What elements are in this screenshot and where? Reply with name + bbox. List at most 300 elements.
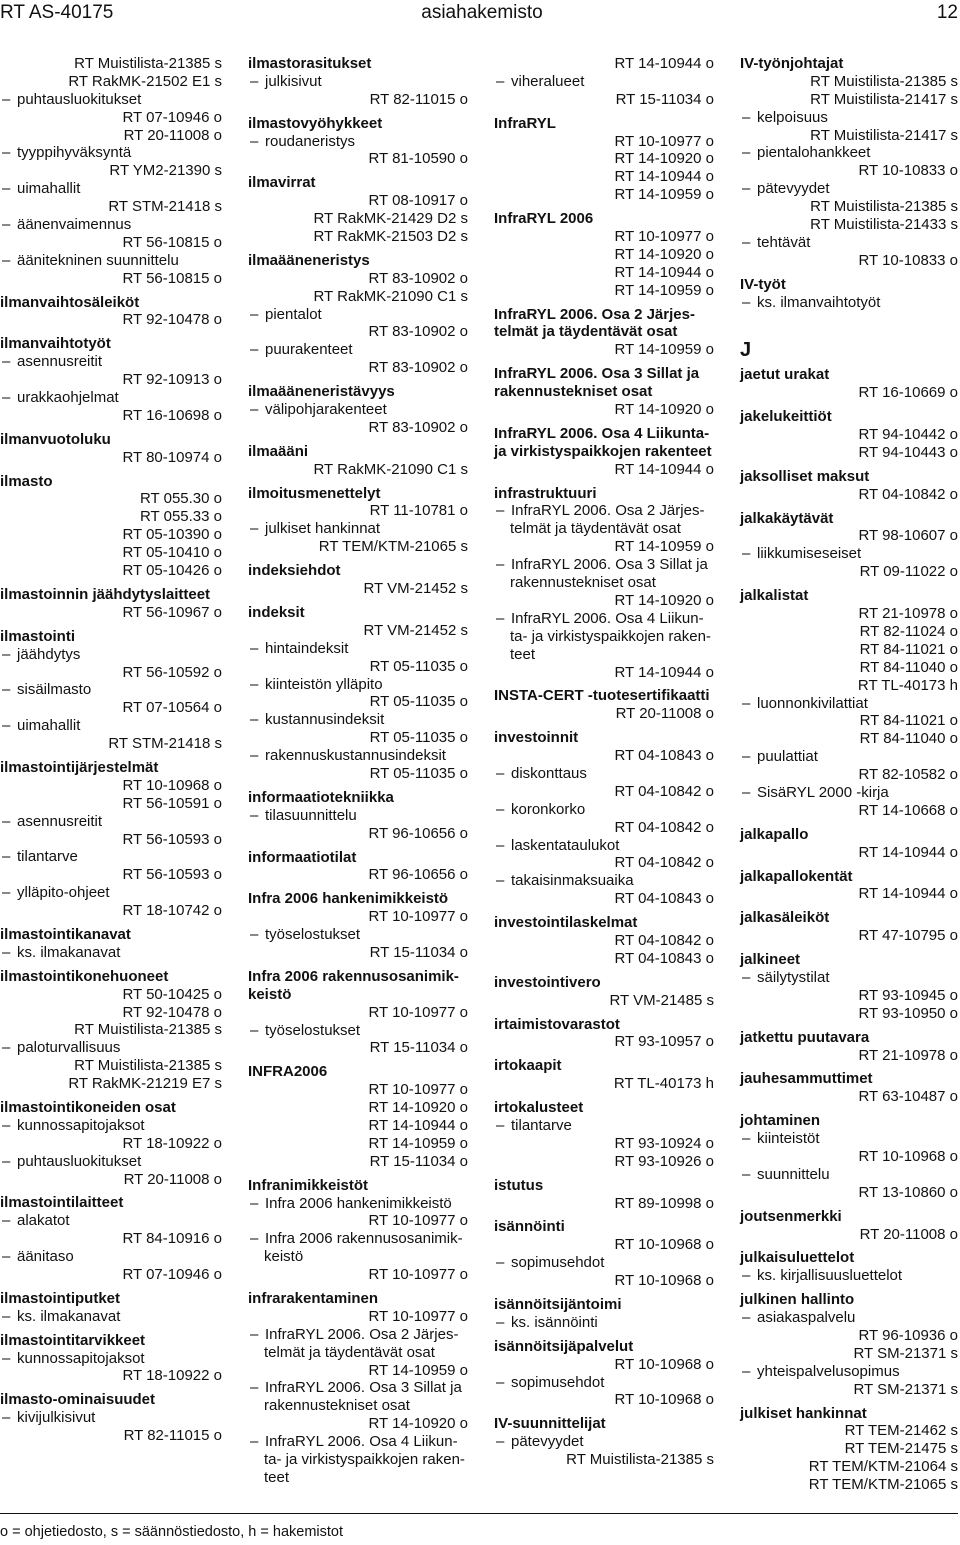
- index-heading: investoinnit: [494, 729, 579, 747]
- subentry-text: kustannusindeksit: [265, 711, 385, 729]
- index-heading: INSTA-CERT -tuotesertifikaatti: [494, 687, 710, 705]
- index-subentry: [0, 681, 222, 699]
- index-reference: RT 08-10917 o: [368, 192, 468, 210]
- index-subentry: [494, 872, 714, 890]
- index-subentry: [248, 1326, 468, 1344]
- entry-dash: –: [742, 1309, 751, 1327]
- index-column-1: [0, 55, 222, 1445]
- index-heading-continuation: telmät ja täydentävät osat: [494, 323, 678, 341]
- subentry-text: ks. ilmanvaihtotyöt: [757, 293, 881, 311]
- index-subentry: [0, 1153, 222, 1171]
- index-reference: RT STM-21418 s: [108, 735, 222, 753]
- index-heading-continuation: rakennustekniset osat: [494, 383, 653, 401]
- index-subentry: [494, 610, 714, 628]
- index-reference: RT Muistilista-21417 s: [810, 90, 958, 108]
- index-subentry: [0, 848, 222, 866]
- index-subentry: [740, 1309, 958, 1327]
- subentry-text: InfraRYL 2006. Osa 3 Sillat ja: [265, 1379, 462, 1397]
- entry-dash: –: [250, 1433, 259, 1451]
- index-reference: RT 10-10977 o: [368, 1266, 468, 1284]
- subentry-text: asiakaspalvelu: [757, 1309, 856, 1327]
- index-heading: ilmastointiputket: [0, 1289, 121, 1307]
- index-reference: RT 07-10946 o: [122, 1266, 222, 1283]
- index-subentry: [494, 1254, 714, 1272]
- index-reference: RT TL-40173 h: [613, 1075, 714, 1093]
- index-reference: RT 56-10591 o: [122, 794, 222, 812]
- index-reference: RT 14-10944 o: [614, 460, 714, 478]
- index-subentry: [0, 216, 222, 234]
- index-reference: RT 10-10977 o: [368, 1212, 468, 1230]
- subentry-text: InfraRYL 2006. Osa 2 Järjes-: [265, 1325, 459, 1343]
- subentry-text: julkiset hankinnat: [265, 520, 381, 538]
- index-heading: indeksit: [248, 603, 305, 621]
- index-reference: RT 10-10968 o: [614, 1236, 714, 1254]
- index-reference: RT 07-10946 o: [122, 108, 222, 126]
- index-column-2: [248, 55, 468, 1487]
- subentry-text: ks. ilmakanavat: [17, 1307, 121, 1325]
- index-subentry: [740, 545, 958, 563]
- entry-dash: –: [250, 926, 259, 944]
- index-heading: ilmastovyöhykkeet: [248, 114, 383, 132]
- index-reference: RT Muistilista-21385 s: [810, 198, 958, 216]
- index-column-4: [740, 55, 958, 1494]
- index-reference: RT 10-10968 o: [614, 1272, 714, 1290]
- subentry-text: ks. ilmakanavat: [17, 943, 121, 961]
- index-heading: jakelukeittiöt: [740, 408, 832, 426]
- index-heading: ilmasto: [0, 472, 53, 490]
- subentry-text: uimahallit: [17, 717, 81, 735]
- index-reference: RT Muistilista-21433 s: [810, 216, 958, 234]
- entry-dash: –: [2, 144, 11, 162]
- index-reference: RT 04-10842 o: [614, 782, 714, 800]
- index-reference: RT 10-10968 o: [122, 776, 222, 794]
- index-reference: RT 14-10944 o: [368, 1116, 468, 1134]
- subentry-text: InfraRYL 2006. Osa 3 Sillat ja: [511, 556, 708, 574]
- index-subentry: [248, 807, 468, 825]
- index-reference: RT 055.33 o: [139, 508, 222, 526]
- subentry-text: julkisivut: [265, 72, 322, 90]
- entry-dash: –: [742, 180, 751, 198]
- index-reference: RT 20-11008 o: [123, 126, 222, 144]
- index-reference: RT 09-11022 o: [859, 563, 958, 581]
- index-reference: RT 21-10978 o: [858, 1046, 958, 1064]
- index-heading: ilmastoinnin jäähdytyslaitteet: [0, 585, 211, 603]
- index-subentry: [248, 401, 468, 419]
- subentry-text: InfraRYL 2006. Osa 4 Liikun-: [511, 609, 704, 627]
- index-reference: RT 56-10967 o: [122, 603, 222, 621]
- index-reference: RT 56-10815 o: [122, 269, 222, 287]
- index-heading: IV-työnjohtajat: [740, 55, 844, 72]
- index-reference: RT 56-10593 o: [122, 866, 222, 884]
- index-reference: RT 92-10478 o: [122, 1003, 222, 1021]
- index-reference: RT 05-10426 o: [122, 562, 222, 580]
- entry-dash: –: [250, 806, 259, 824]
- index-reference: RT RakMK-21219 E7 s: [68, 1075, 222, 1093]
- subentry-text: puulattiat: [757, 748, 818, 766]
- subentry-text: tilasuunnittelu: [265, 806, 357, 824]
- subentry-text: takaisinmaksuaika: [511, 872, 634, 890]
- index-heading: johtaminen: [740, 1112, 821, 1130]
- entry-dash: –: [250, 1194, 259, 1212]
- index-subentry: [740, 695, 958, 713]
- index-subentry: [740, 180, 958, 198]
- index-reference: RT 14-10959 o: [614, 281, 714, 299]
- entry-dash: –: [250, 1021, 259, 1039]
- index-reference: RT 82-11015 o: [369, 90, 468, 108]
- page-number: 12: [936, 2, 958, 23]
- index-subentry: [248, 1379, 468, 1397]
- subentry-text: alakatot: [17, 1212, 70, 1230]
- index-reference: RT 50-10425 o: [122, 985, 222, 1003]
- entry-dash: –: [2, 180, 11, 198]
- index-reference: RT 84-11040 o: [859, 730, 958, 748]
- index-subentry-continuation: keistö: [264, 1248, 304, 1266]
- index-reference: RT 82-11015 o: [123, 1427, 222, 1445]
- index-reference: RT 80-10974 o: [122, 448, 222, 466]
- index-reference: RT 14-10944 o: [858, 885, 958, 903]
- index-subentry: [248, 1195, 468, 1213]
- index-heading: IV-työt: [740, 275, 786, 293]
- index-reference: RT 83-10902 o: [368, 269, 468, 287]
- index-reference: RT STM-21418 s: [108, 198, 222, 216]
- index-reference: RT 13-10860 o: [858, 1183, 958, 1201]
- index-subentry: [0, 717, 222, 735]
- index-subentry-continuation: telmät ja täydentävät osat: [510, 520, 681, 538]
- index-heading: jalkakäytävät: [740, 509, 834, 527]
- subentry-text: liikkumiseseiset: [757, 545, 862, 563]
- index-reference: RT 96-10656 o: [368, 866, 468, 884]
- subentry-text: puhtausluokitukset: [17, 90, 142, 108]
- entry-dash: –: [2, 681, 11, 699]
- index-subentry-continuation: ta- ja virkistyspaikkojen raken-: [264, 1451, 465, 1469]
- entry-dash: –: [250, 747, 259, 765]
- subentry-text: välipohjarakenteet: [265, 401, 387, 419]
- index-subentry: [0, 1117, 222, 1135]
- subentry-text: urakkaohjelmat: [17, 389, 119, 407]
- entry-dash: –: [2, 389, 11, 407]
- index-subentry: [248, 1022, 468, 1040]
- index-heading: julkiset hankinnat: [740, 1404, 867, 1422]
- entry-dash: –: [2, 645, 11, 663]
- index-subentry: [0, 91, 222, 109]
- index-reference: RT 05-10410 o: [122, 544, 222, 562]
- entry-dash: –: [2, 884, 11, 902]
- index-heading: irtokalusteet: [494, 1099, 584, 1117]
- index-reference: RT 10-10977 o: [368, 908, 468, 926]
- subentry-text: Infra 2006 rakennusosanimik-: [265, 1230, 463, 1248]
- index-subentry: [248, 711, 468, 729]
- index-reference: RT 93-10950 o: [858, 1004, 958, 1022]
- index-subentry: [0, 389, 222, 407]
- index-reference: RT TL-40173 h: [857, 676, 958, 694]
- entry-dash: –: [496, 836, 505, 854]
- index-subentry: [0, 1248, 222, 1266]
- entry-dash: –: [2, 251, 11, 269]
- entry-dash: –: [496, 1116, 505, 1134]
- entry-dash: –: [250, 1379, 259, 1397]
- index-reference: RT 83-10902 o: [368, 418, 468, 436]
- index-subentry: [494, 73, 714, 91]
- subentry-text: tehtävät: [757, 233, 811, 251]
- index-reference: RT 10-10977 o: [368, 1081, 468, 1099]
- entry-dash: –: [742, 748, 751, 766]
- entry-dash: –: [2, 1152, 11, 1170]
- subentry-text: asennusreitit: [17, 812, 103, 830]
- index-reference: RT 16-10669 o: [858, 384, 958, 402]
- index-heading: ilmastointikanavat: [0, 925, 131, 943]
- entry-dash: –: [496, 800, 505, 818]
- index-subentry: [740, 1363, 958, 1381]
- index-heading: ilmavirrat: [248, 174, 316, 192]
- index-reference: RT 20-11008 o: [859, 1225, 958, 1243]
- index-reference: RT 93-10924 o: [614, 1134, 714, 1152]
- index-heading-continuation: ja virkistyspaikkojen rakenteet: [494, 442, 712, 460]
- index-heading: ilmastointijärjestelmät: [0, 758, 159, 776]
- index-reference: RT RakMK-21429 D2 s: [313, 210, 468, 228]
- index-reference: RT 83-10902 o: [368, 323, 468, 341]
- index-reference: RT 10-10977 o: [368, 1307, 468, 1325]
- index-reference: RT VM-21452 s: [363, 621, 468, 639]
- index-subentry: [0, 353, 222, 371]
- index-heading: ilmaääneneristys: [248, 251, 370, 269]
- entry-dash: –: [2, 1307, 11, 1325]
- index-reference: RT 84-10916 o: [122, 1230, 222, 1248]
- subentry-text: roudaneristys: [265, 132, 356, 150]
- index-reference: RT 04-10843 o: [614, 949, 714, 967]
- entry-dash: –: [496, 764, 505, 782]
- index-reference: RT 93-10945 o: [858, 986, 958, 1004]
- subentry-text: työselostukset: [265, 1021, 361, 1039]
- index-reference: RT 11-10781 o: [369, 502, 468, 520]
- index-reference: RT 05-11035 o: [369, 729, 468, 747]
- entry-dash: –: [2, 216, 11, 234]
- index-reference: RT 93-10957 o: [614, 1033, 714, 1051]
- index-reference: RT 07-10564 o: [122, 699, 222, 717]
- index-subentry: [494, 765, 714, 783]
- subentry-text: diskonttaus: [511, 764, 587, 782]
- index-subentry: [740, 748, 958, 766]
- index-subentry-continuation: teet: [510, 645, 536, 663]
- index-heading: InfraRYL 2006: [494, 210, 594, 228]
- index-reference: RT 14-10668 o: [858, 801, 958, 819]
- index-reference: RT 96-10656 o: [368, 824, 468, 842]
- subentry-text: laskentataulukot: [511, 836, 620, 854]
- index-heading: jaksolliset maksut: [740, 467, 870, 485]
- subentry-text: sopimusehdot: [511, 1373, 605, 1391]
- index-reference: RT 14-10959 o: [614, 341, 714, 359]
- index-heading: jatkettu puutavara: [740, 1028, 870, 1046]
- index-heading: jalkineet: [740, 951, 801, 969]
- subentry-text: viheralueet: [511, 72, 585, 90]
- index-heading: indeksiehdot: [248, 562, 341, 580]
- index-heading: jalkapallo: [740, 825, 809, 843]
- entry-dash: –: [250, 305, 259, 323]
- index-heading: ilmastointikonehuoneet: [0, 967, 169, 985]
- index-subentry: [248, 926, 468, 944]
- letter-heading: J: [740, 339, 752, 362]
- index-reference: RT 10-10968 o: [614, 1391, 714, 1409]
- entry-dash: –: [496, 72, 505, 90]
- entry-dash: –: [496, 1254, 505, 1272]
- subentry-text: ylläpito-ohjeet: [17, 884, 110, 902]
- entry-dash: –: [250, 520, 259, 538]
- index-reference: RT 14-10944 o: [614, 55, 714, 72]
- index-reference: RT 92-10913 o: [122, 371, 222, 389]
- entry-dash: –: [250, 639, 259, 657]
- subentry-text: äänenvaimennus: [17, 216, 132, 234]
- index-reference: RT 04-10843 o: [614, 747, 714, 765]
- index-reference: RT VM-21452 s: [363, 580, 468, 598]
- subentry-text: kunnossapitojaksot: [17, 1116, 145, 1134]
- index-reference: RT 16-10698 o: [122, 406, 222, 424]
- entry-dash: –: [250, 401, 259, 419]
- index-heading: joutsenmerkki: [740, 1207, 842, 1225]
- entry-dash: –: [2, 90, 11, 108]
- index-subentry: [248, 133, 468, 151]
- index-heading: jalkapallokentät: [740, 867, 853, 885]
- entry-dash: –: [2, 1212, 11, 1230]
- index-reference: RT RakMK-21502 E1 s: [68, 72, 222, 90]
- index-heading: InfraRYL 2006. Osa 4 Liikunta-: [494, 424, 710, 442]
- entry-dash: –: [742, 144, 751, 162]
- entry-dash: –: [742, 1267, 751, 1285]
- index-heading: ilmastorasitukset: [248, 55, 372, 72]
- index-column-3: [494, 55, 714, 1469]
- entry-dash: –: [2, 1039, 11, 1057]
- index-reference: RT 56-10815 o: [122, 233, 222, 251]
- index-heading: infrastruktuuri: [494, 484, 597, 502]
- index-subentry: [494, 502, 714, 520]
- index-subentry: [0, 884, 222, 902]
- subentry-text: Infra 2006 hankenimikkeistö: [265, 1194, 452, 1212]
- subentry-text: pätevyydet: [511, 1433, 584, 1451]
- index-heading-continuation: keistö: [248, 985, 292, 1003]
- entry-dash: –: [496, 1433, 505, 1451]
- subentry-text: luonnonkivilattiat: [757, 694, 868, 712]
- subentry-text: kiinteistöt: [757, 1130, 820, 1148]
- index-subentry-continuation: ta- ja virkistyspaikkojen raken-: [510, 627, 711, 645]
- index-heading: InfraRYL 2006. Osa 3 Sillat ja: [494, 365, 700, 383]
- index-reference: RT 05-10390 o: [122, 526, 222, 544]
- index-reference: RT 20-11008 o: [615, 705, 714, 723]
- index-subentry: [248, 1230, 468, 1248]
- index-reference: RT 82-10582 o: [858, 766, 958, 784]
- index-reference: RT 14-10920 o: [614, 150, 714, 168]
- index-reference: RT 15-11034 o: [369, 943, 468, 961]
- index-reference: RT TEM/KTM-21065 s: [808, 1476, 958, 1494]
- index-subentry: [0, 944, 222, 962]
- subentry-text: ks. kirjallisuusluettelot: [757, 1267, 903, 1285]
- entry-dash: –: [742, 1165, 751, 1183]
- index-subentry: [0, 252, 222, 270]
- index-heading: isännöitsijäntoimi: [494, 1296, 622, 1313]
- entry-dash: –: [742, 233, 751, 251]
- index-reference: RT TEM/KTM-21064 s: [808, 1458, 958, 1476]
- index-subentry: [494, 1374, 714, 1392]
- index-subentry: [0, 1409, 222, 1427]
- subentry-text: säilytystilat: [757, 968, 830, 986]
- index-reference: RT 14-10920 o: [614, 591, 714, 609]
- index-reference: RT Muistilista-21385 s: [74, 1057, 222, 1075]
- index-subentry: [494, 837, 714, 855]
- entry-dash: –: [2, 943, 11, 961]
- subentry-text: rakennuskustannusindeksit: [265, 747, 446, 765]
- entry-dash: –: [250, 72, 259, 90]
- entry-dash: –: [2, 1349, 11, 1367]
- index-heading: isännöitsijäpalvelut: [494, 1337, 634, 1355]
- index-heading: ilmasto-ominaisuudet: [0, 1391, 156, 1409]
- index-heading: Infra 2006 hankenimikkeistö: [248, 890, 449, 908]
- index-heading: investointivero: [494, 973, 601, 991]
- index-heading: informaatiotilat: [248, 848, 357, 866]
- index-reference: RT 14-10920 o: [368, 1099, 468, 1117]
- entry-dash: –: [2, 353, 11, 371]
- entry-dash: –: [496, 502, 505, 520]
- index-heading: ilmastointitarvikkeet: [0, 1331, 146, 1349]
- index-reference: RT 84-11040 o: [859, 658, 958, 676]
- index-reference: RT 05-11035 o: [369, 693, 468, 711]
- index-reference: RT 04-10842 o: [858, 485, 958, 503]
- index-subentry: [0, 813, 222, 831]
- index-heading: jalkasäleiköt: [740, 909, 830, 927]
- index-subentry: [494, 801, 714, 819]
- subentry-text: pätevyydet: [757, 180, 830, 198]
- index-reference: RT 04-10842 o: [614, 854, 714, 872]
- footer-rule: [0, 1513, 958, 1514]
- subentry-text: uimahallit: [17, 180, 81, 198]
- index-reference: RT 94-10442 o: [858, 426, 958, 444]
- index-heading: Infranimikkeistöt: [248, 1176, 369, 1194]
- index-reference: RT 94-10443 o: [858, 443, 958, 461]
- index-heading: ilmanvuotoluku: [0, 430, 111, 448]
- index-heading: Infra 2006 rakennusosanimik-: [248, 967, 459, 985]
- index-reference: RT 14-10944 o: [858, 843, 958, 861]
- index-subentry: [0, 1350, 222, 1368]
- index-subentry: [0, 144, 222, 162]
- index-heading: InfraRYL 2006. Osa 2 Järjes-: [494, 305, 695, 323]
- index-heading: ilmastointilaitteet: [0, 1194, 124, 1212]
- index-subentry: [494, 1433, 714, 1451]
- index-reference: RT 18-10742 o: [122, 902, 222, 920]
- index-reference: RT Muistilista-21385 s: [810, 72, 958, 90]
- index-reference: RT 15-11034 o: [615, 90, 714, 108]
- index-reference: RT 10-10977 o: [368, 1003, 468, 1021]
- index-reference: RT 04-10842 o: [614, 818, 714, 836]
- entry-dash: –: [250, 341, 259, 359]
- index-reference: RT RakMK-21090 C1 s: [313, 460, 468, 478]
- index-subentry: [740, 1267, 958, 1285]
- index-reference: RT 84-11021 o: [859, 712, 958, 730]
- index-subentry: [740, 784, 958, 802]
- subentry-text: kelpoisuus: [757, 108, 828, 126]
- index-subentry: [248, 341, 468, 359]
- subentry-text: äänitaso: [17, 1248, 74, 1266]
- index-reference: RT 14-10920 o: [368, 1415, 468, 1433]
- index-reference: RT SM-21371 s: [853, 1344, 958, 1362]
- index-subentry: [740, 109, 958, 127]
- entry-dash: –: [742, 108, 751, 126]
- index-heading: informaatiotekniikka: [248, 788, 394, 806]
- entry-dash: –: [250, 675, 259, 693]
- index-reference: RT 83-10902 o: [368, 359, 468, 377]
- index-subentry: [248, 1433, 468, 1451]
- index-heading: irtaimistovarastot: [494, 1015, 620, 1033]
- index-heading: ilmaääneneristävyys: [248, 383, 395, 401]
- index-subentry: [740, 1130, 958, 1148]
- index-heading: jauhesammuttimet: [740, 1070, 873, 1088]
- entry-dash: –: [2, 1409, 11, 1427]
- subentry-text: kivijulkisivut: [17, 1409, 96, 1427]
